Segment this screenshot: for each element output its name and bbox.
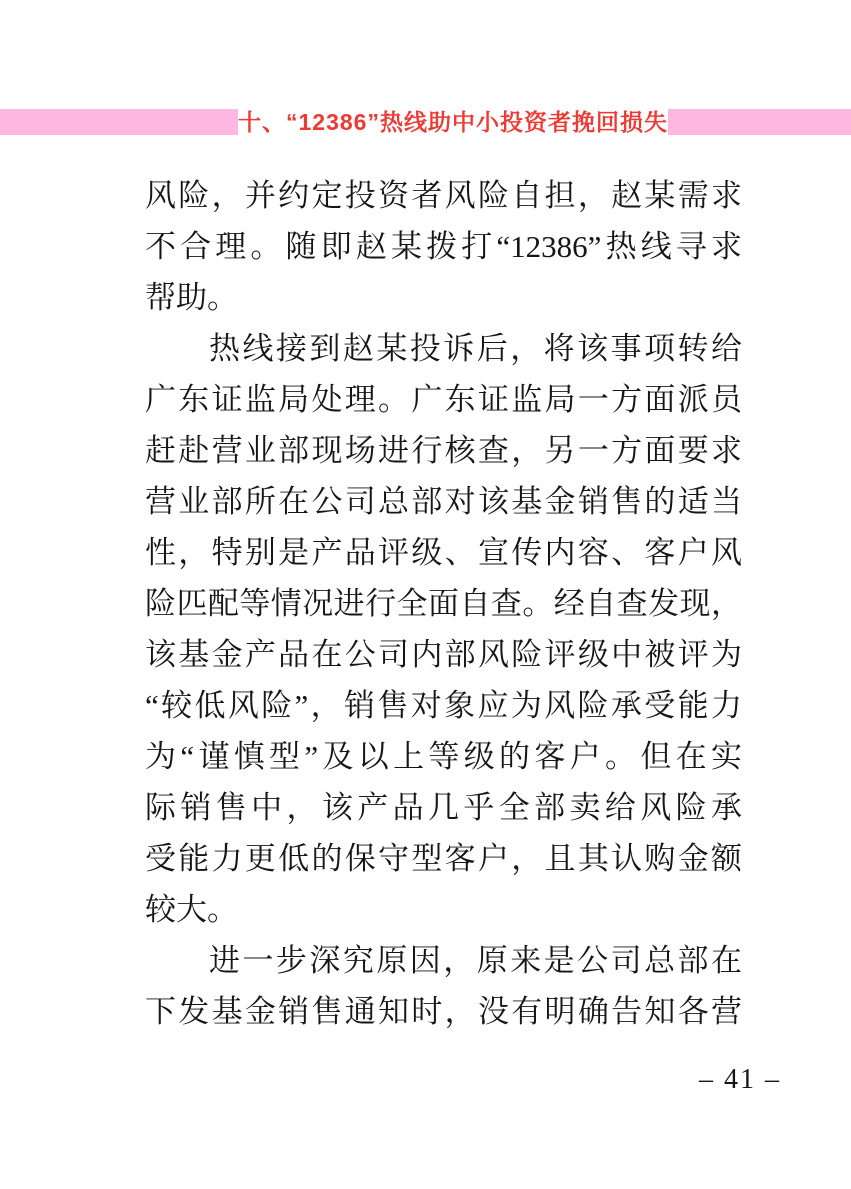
text-line: 风险，并约定投资者风险自担，赵某需求: [145, 178, 742, 213]
text-line: 较大。: [145, 892, 238, 927]
header-bar-right: [668, 109, 851, 135]
text-line: 性，特别是产品评级、宣传内容、客户风: [145, 535, 742, 570]
text-line: 险匹配等情况进行全面自查。经自查发现，: [145, 586, 742, 621]
body-text: [145, 170, 742, 1037]
text-line: 热线接到赵某投诉后，将该事项转给: [209, 331, 742, 366]
text-line: 帮助。: [145, 280, 238, 315]
text-line: 营业部所在公司总部对该基金销售的适当: [145, 484, 742, 519]
page-header: [0, 109, 851, 135]
chapter-title: 十、“12386”热线助中小投资者挽回损失: [238, 109, 668, 135]
text-line: “较低风险”，销售对象应为风险承受能力: [145, 688, 742, 723]
text-line: 该基金产品在公司内部风险评级中被评为: [145, 637, 742, 672]
page-number: – 41 –: [699, 1064, 781, 1095]
text-line: 下发基金销售通知时，没有明确告知各营: [145, 994, 742, 1029]
text-line: 受能力更低的保守型客户，且其认购金额: [145, 841, 742, 876]
text-line: 为“谨慎型”及以上等级的客户。但在实: [145, 739, 742, 774]
text-line: 广东证监局处理。广东证监局一方面派员: [145, 382, 742, 417]
header-bar-left: [0, 109, 238, 135]
text-line: 不合理。随即赵某拨打“12386”热线寻求: [145, 229, 742, 264]
text-line: 进一步深究原因，原来是公司总部在: [209, 943, 742, 978]
text-line: 际销售中，该产品几乎全部卖给风险承: [145, 790, 742, 825]
text-line: 赶赴营业部现场进行核查，另一方面要求: [145, 433, 742, 468]
